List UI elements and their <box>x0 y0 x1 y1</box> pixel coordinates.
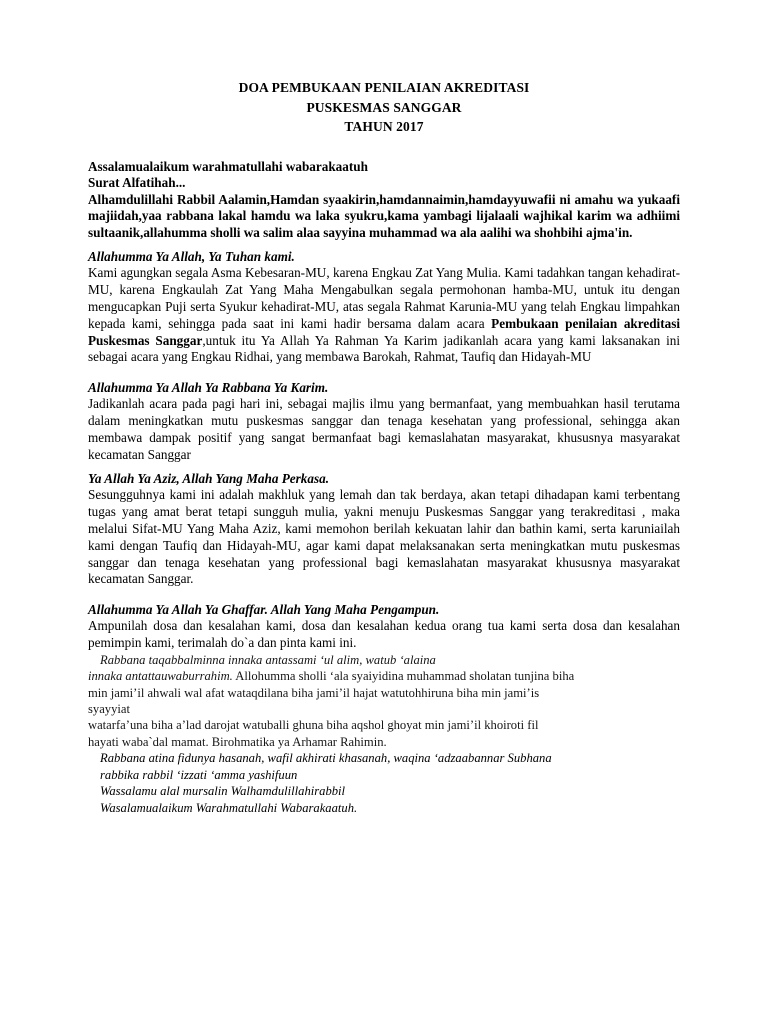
transliteration-line-1-italic: Rabbana taqabbalminna innaka antassami ‘ul alim, watub ‘alaina <box>100 652 436 667</box>
salutation-line-2: Surat Alfatihah... <box>88 175 186 191</box>
section-body-1 <box>88 265 680 366</box>
section-heading-1: Allahumma Ya Allah, Ya Tuhan kami. <box>88 249 295 265</box>
transliteration-line-4: syayyiat <box>88 702 130 717</box>
transliteration-line-2 <box>88 668 680 684</box>
closing-line-3: Wassalamu alal mursalin Walhamdulillahirabbil <box>100 784 346 799</box>
section-body-1-emphasis: Pembukaan penilaian akreditasi Puskesmas Sanggar <box>88 315 680 348</box>
transliteration-line-1 <box>88 652 680 668</box>
transliteration-line-2-italic: innaka antattauwaburrahim. <box>88 669 233 684</box>
transliteration-line-5: watarfa’una biha a’lad darojat watuballi ghuna biha aqshol ghoyat min jami’il khoiroti fil <box>88 718 539 733</box>
section-heading-2: Allahumma Ya Allah Ya Rabbana Ya Karim. <box>88 380 329 396</box>
document-content <box>88 78 680 817</box>
section-heading-3: Ya Allah Ya Aziz, Allah Yang Maha Perkasa. <box>88 471 329 487</box>
title-line-1: DOA PEMBUKAAN PENILAIAN AKREDITASI <box>238 80 530 95</box>
closing-line-1: Rabbana atina fidunya hasanah, wafil akhirati khasanah, waqina ‘adzaabannar Subhana <box>100 751 552 766</box>
transliteration-block <box>88 652 680 750</box>
section-body-1-part-a: Kami agungkan segala Asma Kebesaran-MU, karena Engkau Zat Yang Mulia. Kami tadahkan tangan kehadirat-MU, karena Engkaulah Zat Yang Maha Mengabulkan segala permohonan hamba-MU, untuk itu dengan mengucapkan Puji serta Syukur kehadirat-MU, atas segala Rahmat Karunia-MU yang telah Engkau limpahkan kepada kami, sehingga pada saat ini kami hadir bersama dalam acara <box>88 265 680 331</box>
transliteration-line-6: hayati waba`dal mamat. Birohmatika ya Arhamar Rahimin. <box>88 734 387 749</box>
title-line-3: TAHUN 2017 <box>344 119 424 134</box>
salutation-block <box>88 159 680 192</box>
section-body-4: Ampunilah dosa dan kesalahan kami, dosa dan kesalahan kedua orang tua kami serta dosa dan kesalahan pemimpin kami, terimalah do`a dan pinta kami ini. <box>88 618 680 651</box>
closing-line-4: Wasalamualaikum Warahmatullahi Wabarakaatuh. <box>100 801 358 816</box>
document-title-block <box>88 78 680 137</box>
closing-block <box>88 750 680 816</box>
section-body-1-part-b: ,untuk itu Ya Allah Ya Rahman Ya Karim jadikanlah acara yang kami laksanakan ini sebagai acara yang Engkau Ridhai, yang membawa Barokah, Rahmat, Taufiq dan Hidayah-MU <box>88 332 681 365</box>
salutation-line-1: Assalamualaikum warahmatullahi wabarakaatuh <box>88 158 368 174</box>
arabic-opening-paragraph: Alhamdulillahi Rabbil Aalamin,Hamdan syaakirin,hamdannaimin,hamdayyuwafii ni amahu wa yukaafi majiidah,yaa rabbana lakal hamdu wa laka syukru,kama yambagi lijalaali wajhikal karim wa adhiimi sultaanik,allahumma sholli wa salim alaa sayyina muhammad wa ala aalihi wa shohbihi ajma'in. <box>88 191 680 240</box>
section-body-2: Jadikanlah acara pada pagi hari ini, sebagai majlis ilmu yang bermanfaat, yang membuahkan hasil terutama dalam meningkatkan mutu puskesmas sanggar dan tenaga kesehatan yang professional, sehingga akan membawa dampak positif yang sangat bermanfaat bagi kemaslahatan masyarakat, khususnya masyarakat kecamatan Sanggar <box>88 396 680 462</box>
section-heading-4: Allahumma Ya Allah Ya Ghaffar. Allah Yang Maha Pengampun. <box>88 602 440 618</box>
closing-line-2: rabbika rabbil ‘izzati ‘amma yashifuun <box>100 767 298 782</box>
transliteration-line-2-plain: Allohumma sholli ‘ala syaiyidina muhammad sholatan tunjina biha <box>232 669 575 684</box>
section-body-3: Sesungguhnya kami ini adalah makhluk yang lemah dan tak berdaya, akan tetapi dihadapan kami terbentang tugas yang amat berat tetapi sungguh mulia, yakni menuju Puskesmas Sanggar yang terakreditasi , maka melalui Sifat-MU Yang Maha Aziz, kami memohon berilah kekuatan lahir dan bathin kami, serta karuniailah kami dengan Taufiq dan Hidayah-MU, agar kami dapat melaksanakan serta meningkatkan mutu puskesmas sanggar dan tenaga kesehatan yang professional bagi kemaslahatan masyarakat khususnya masyarakat kecamatan Sanggar. <box>88 487 680 587</box>
transliteration-line-3: min jami’il ahwali wal afat wataqdilana biha jami’il hajat watutohhiruna biha min jami’is <box>88 685 540 700</box>
title-line-2: PUSKESMAS SANGGAR <box>306 99 462 115</box>
